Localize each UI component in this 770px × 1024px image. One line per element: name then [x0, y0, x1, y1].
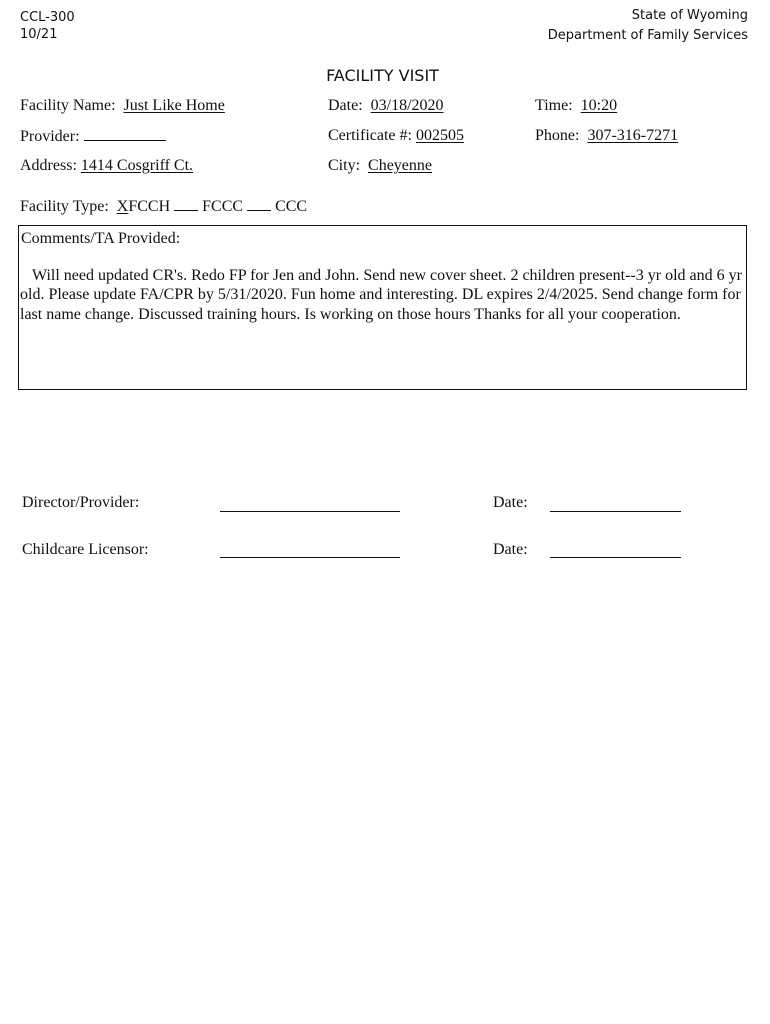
form-code-block — [20, 9, 75, 43]
certificate-row — [328, 126, 464, 146]
director-signature-line — [220, 511, 400, 512]
address-label: Address: — [20, 157, 77, 174]
certificate-label: Certificate #: — [328, 127, 412, 144]
phone-row — [535, 126, 678, 146]
address-value: 1414 Cosgriff Ct. — [80, 157, 194, 174]
facility-type-option-ccc: CCC — [275, 198, 308, 215]
facility-name-label: Facility Name: — [20, 97, 116, 114]
licensor-signature-label: Childcare Licensor: — [22, 541, 149, 558]
facility-type-label: Facility Type: — [20, 198, 109, 215]
city-row — [328, 156, 432, 176]
director-date-line — [550, 511, 681, 512]
licensor-signature-line — [220, 557, 400, 558]
address-row — [20, 156, 193, 176]
licensor-date-label: Date: — [493, 541, 528, 558]
provider-row — [20, 126, 166, 147]
agency-block — [548, 6, 748, 46]
agency-department: Department of Family Services — [547, 28, 748, 43]
form-revision-date: 10/21 — [20, 27, 58, 42]
phone-label: Phone: — [535, 127, 580, 144]
date-value: 03/18/2020 — [370, 97, 444, 114]
facility-type-option-fcch: FCCH — [128, 198, 171, 215]
facility-name-row — [20, 96, 225, 116]
form-code: CCL-300 — [20, 10, 75, 25]
phone-value: 307-316-7271 — [587, 127, 679, 144]
city-label: City: — [328, 157, 361, 174]
date-label: Date: — [328, 97, 363, 114]
page-title: FACILITY VISIT — [326, 66, 439, 85]
time-row — [535, 96, 617, 116]
facility-type-blank-fccc — [174, 196, 198, 211]
licensor-date-line — [550, 557, 681, 558]
provider-label: Provider: — [20, 128, 80, 145]
time-label: Time: — [535, 97, 573, 114]
city-value: Cheyenne — [368, 157, 432, 174]
facility-type-mark: X — [116, 198, 129, 215]
facility-type-blank-ccc — [247, 196, 271, 211]
time-value: 10:20 — [580, 97, 618, 114]
comments-label: Comments/TA Provided: — [21, 230, 181, 247]
date-row — [328, 96, 444, 116]
facility-name-value: Just Like Home — [123, 97, 225, 114]
comments-box — [18, 225, 747, 390]
agency-state: State of Wyoming — [631, 8, 748, 23]
director-date-label: Date: — [493, 494, 528, 511]
provider-blank — [84, 126, 166, 141]
facility-type-option-fccc: FCCC — [202, 198, 244, 215]
certificate-value: 002505 — [415, 127, 464, 144]
director-signature-label: Director/Provider: — [22, 494, 140, 511]
facility-type-row — [20, 196, 307, 217]
comments-text: Will need updated CR's. Redo FP for Jen and John. Send new cover sheet. 2 children present--3 yr old and 6 yr old. Please update FA/CPR by 5/31/2020. Fun home and interesting. DL expires 2/4/2025. Send change form for last name change. Discussed training hours. Is working on those hours Thanks for all your cooperation. — [20, 267, 742, 323]
